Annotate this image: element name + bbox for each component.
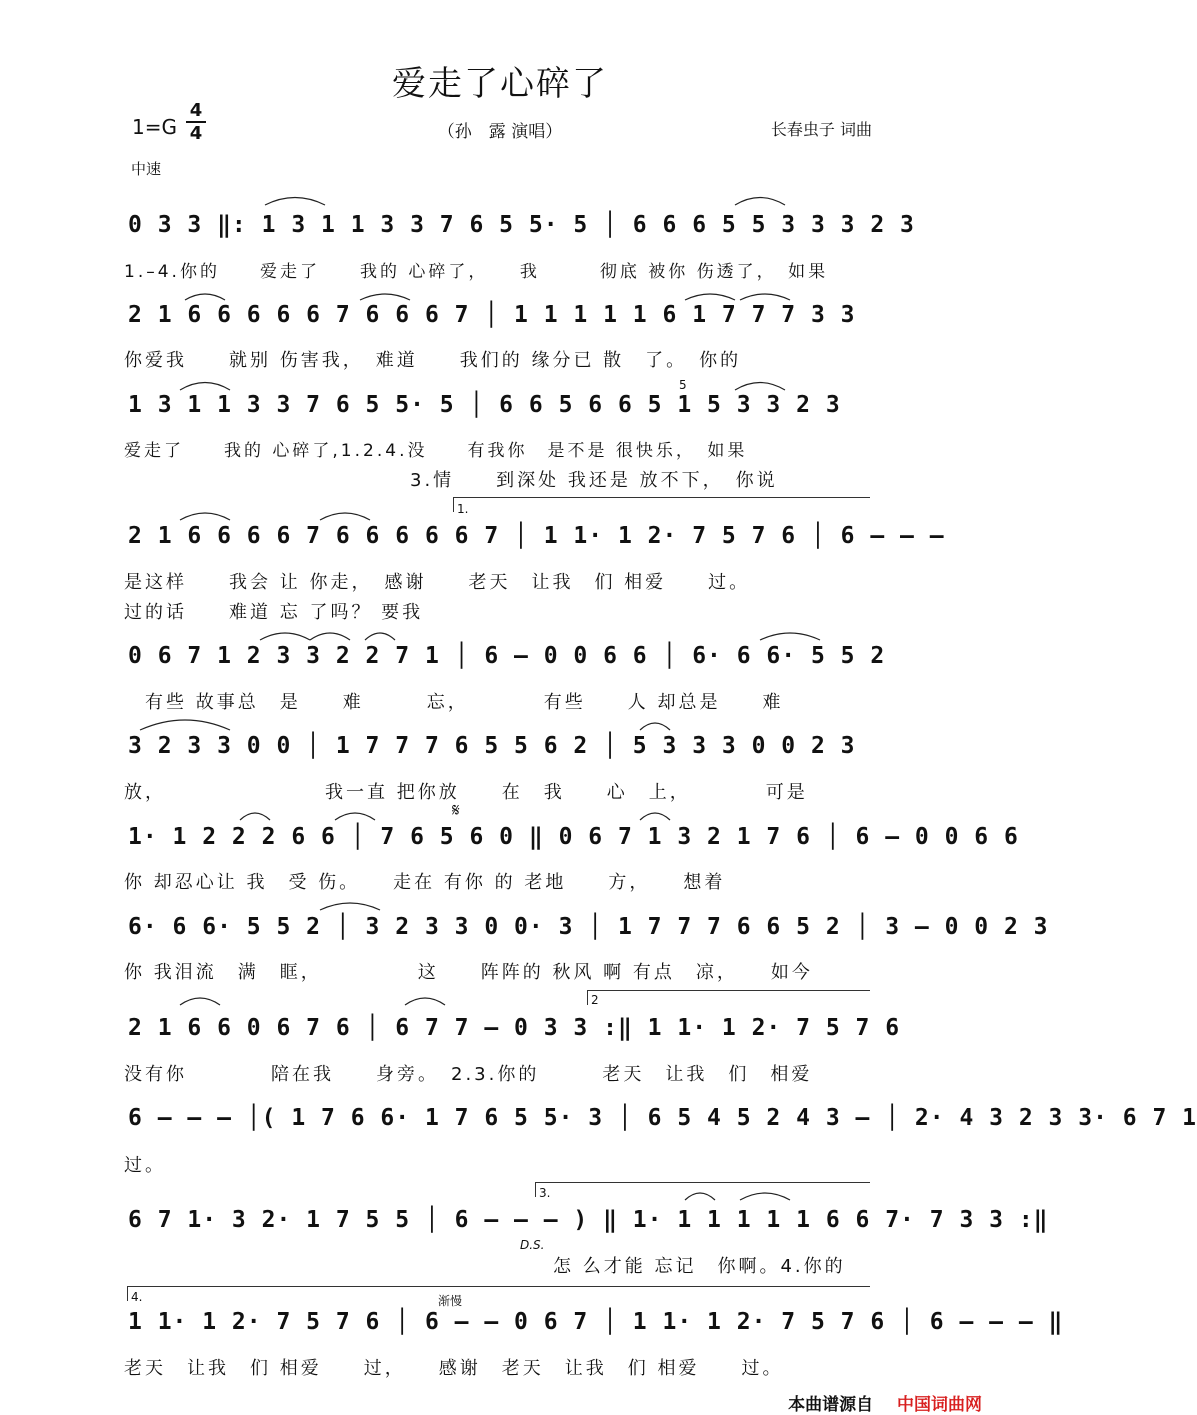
music-row-7: 1· 1 2 2 2 6 6 │ 7 6 5 6 0 ‖ 0 6 7 1 3 2 1 7 6 │ 6 – 0 0 6 6 <box>128 824 1019 850</box>
music-row-9: 2 1 6 6 0 6 7 6 │ 6 7 7 – 0 3 3 :‖ 1 1· 1 2· 7 5 7 6 <box>128 1015 901 1041</box>
music-row-8: 6· 6 6· 5 5 2 │ 3 2 3 3 0 0· 3 │ 1 7 7 7 6 6 5 2 │ 3 – 0 0 2 3 <box>128 914 1049 940</box>
volta-3: 3. <box>539 1186 551 1200</box>
music-row-1: 0 3 3 ‖: 1 3 1 1 3 3 7 6 5 5· 5 │ 6 6 6 5 5 3 3 3 2 3 <box>128 212 915 238</box>
footer-source-text: 本曲谱源自 <box>788 1395 874 1415</box>
lyrics-row-3: 爱走了 我的 心碎了,1.2.4.没 有我你 是不是 很快乐， 如果 <box>124 441 748 461</box>
time-top: 4 <box>189 100 203 121</box>
lyrics-row-2: 你爱我 就别 伤害我， 难道 我们的 缘分已 散 了。 你的 <box>124 350 742 371</box>
music-row-10: 6 – – – │( 1 7 6 6· 1 7 6 5 5· 3 │ 6 5 4 5 2 4 3 – │ 2· 4 3 2 3 3· 6 7 1 <box>128 1105 1197 1131</box>
lyrics-row-7: 你 却忍心让 我 受 伤。 走在 有你 的 老地 方， 想着 <box>124 872 726 893</box>
tempo-mark: 中速 <box>131 160 162 178</box>
lyrics-row-11: 怎 么才能 忘记 你啊。4.你的 <box>553 1256 846 1277</box>
music-row-12: 1 1· 1 2· 7 5 7 6 │ 6 – – 0 6 7 │ 1 1· 1 2· 7 5 7 6 │ 6 – – – ‖ <box>128 1309 1064 1335</box>
five-mark: 5 <box>679 378 687 392</box>
composer-credit: 长春虫子 词曲 <box>770 120 872 139</box>
lyrics-row-4: 是这样 我会 让 你走， 感谢 老天 让我 们 相爱 过。 <box>124 572 751 593</box>
lyrics-row-4b: 过的话 难道 忘 了吗？ 要我 <box>124 602 424 623</box>
score-title: 爱走了心碎了 <box>392 64 608 104</box>
volta-2: 2 <box>591 993 599 1007</box>
lyrics-row-9: 没有你 陪在我 身旁。 2.3.你的 老天 让我 们 相爱 <box>124 1064 813 1085</box>
key-signature: 1=G <box>132 115 177 139</box>
music-row-11: 6 7 1· 3 2· 1 7 5 5 │ 6 – – – ) ‖ 1· 1 1 1 1 1 6 6 7· 7 3 3 :‖ <box>128 1207 1049 1233</box>
footer-source <box>788 1390 982 1415</box>
music-row-2: 2 1 6 6 6 6 6 7 6 6 6 7 │ 1 1 1 1 1 6 1 7 7 7 3 3 <box>128 302 856 328</box>
lyrics-row-5: 有些 故事总 是 难 忘， 有些 人 却总是 难 <box>145 692 784 713</box>
lyrics-row-3b: 3.情 到深处 我还是 放不下， 你说 <box>410 470 778 491</box>
volta-1: 1. <box>457 502 469 516</box>
lyrics-row-12: 老天 让我 们 相爱 过， 感谢 老天 让我 们 相爱 过。 <box>124 1358 784 1379</box>
music-row-6: 3 2 3 3 0 0 │ 1 7 7 7 6 5 5 6 2 │ 5 3 3 3 0 0 2 3 <box>128 733 856 759</box>
gradual-mark: 渐慢 <box>438 1294 463 1308</box>
lyrics-row-10: 过。 <box>124 1155 166 1176</box>
lyrics-row-6: 放， 我一直 把你放 在 我 心 上， 可是 <box>124 782 808 803</box>
footer-site-link[interactable]: 中国词曲网 <box>897 1395 982 1415</box>
segno-icon: 𝄋 <box>452 800 460 821</box>
ds-mark: D.S. <box>520 1238 545 1252</box>
lyrics-row-1: 1.–4.你的 爱走了 我的 心碎了， 我 彻底 被你 伤透了， 如果 <box>124 262 829 282</box>
music-row-5: 0 6 7 1 2 3 3 2 2 7 1 │ 6 – 0 0 6 6 │ 6· 6 6· 5 5 2 <box>128 643 886 669</box>
music-row-4: 2 1 6 6 6 6 7 6 6 6 6 6 7 │ 1 1· 1 2· 7 5 7 6 │ 6 – – – <box>128 523 945 549</box>
volta-4: 4. <box>131 1290 143 1304</box>
singer-credit: （孙 露 演唱） <box>437 122 563 142</box>
lyrics-row-8: 你 我泪流 满 眶， 这 阵阵的 秋风 啊 有点 凉， 如今 <box>124 962 813 983</box>
music-row-3: 1 3 1 1 3 3 7 6 5 5· 5 │ 6 6 5 6 6 5 1 5 3 3 2 3 <box>128 392 841 418</box>
time-bottom: 4 <box>189 123 203 144</box>
